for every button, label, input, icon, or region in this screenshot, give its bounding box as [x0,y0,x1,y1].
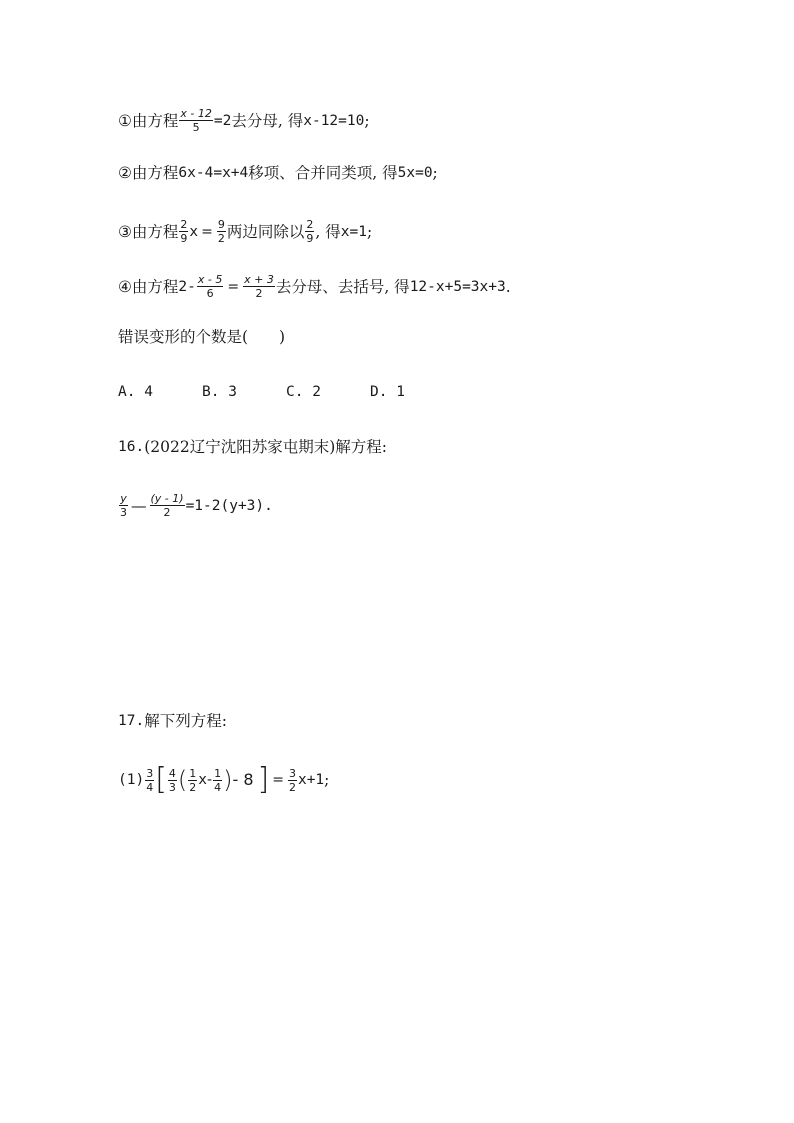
q17-x: x [198,772,208,788]
question-16-title [118,437,387,457]
item-1-result: x-12=10 [303,112,365,129]
option-c: C. 2 [286,384,321,400]
item-3-fraction-3-numerator: 2 [306,218,314,231]
option-b: B. 3 [202,384,237,400]
q16-fraction-1-numerator: y [120,492,127,505]
item-3-fraction-1 [179,218,188,245]
item-3-fraction-3 [305,218,314,245]
q17-label: (1) [118,772,145,788]
item-3-fraction-1-numerator: 2 [180,218,188,231]
item-4 [118,273,511,300]
item-1-marker: ① [118,111,132,130]
option-a: A. 4 [118,384,153,400]
q17-right-paren: ) [223,766,233,794]
item-1-fraction-numerator: x - 12 [180,107,212,120]
q16-rest: =1-2(y+3). [185,497,273,514]
item-3-text-2: , 得 [315,222,341,241]
item-3-fraction-2 [217,218,226,245]
q17-r-denominator: 2 [288,780,296,794]
q17-r-numerator: 3 [288,766,296,780]
item-1-text: 去分母, 得 [231,111,304,130]
q17-equals: = [272,772,284,788]
item-4-fraction-2-numerator: x + 3 [244,273,274,286]
item-3-end: ; [366,222,373,241]
item-4-equals: = [227,278,240,295]
item-3-result: x=1 [340,223,367,240]
item-3-pre: 由方程 [131,222,179,241]
q17-left-bracket: [ [155,762,167,797]
question-text: 错误变形的个数是( ) [118,328,286,346]
question-16-number: 16. [118,439,145,455]
item-4-marker: ④ [118,277,132,296]
q17-a-denominator: 2 [189,780,197,794]
option-d: D. 1 [370,384,405,400]
q17-left-paren: ( [177,766,188,794]
q17-a-numerator: 1 [189,766,197,780]
item-4-fraction-2-denominator: 2 [255,287,263,300]
item-4-fraction-2 [243,273,275,300]
item-1-fraction [179,107,212,134]
q17-outer-numerator: 3 [146,766,154,780]
question-17-number: 17. [118,713,145,729]
item-2-end: ; [432,164,438,182]
question-17-title [118,711,227,731]
q17-outer-fraction [145,767,154,794]
item-1-fraction-denominator: 5 [192,121,200,134]
item-1-pre: 由方程 [131,111,179,130]
q17-tail: - 8 [232,770,254,789]
q16-minus: — [131,496,147,515]
item-3-equals: = [201,223,213,240]
q17-inner-denominator: 3 [168,780,176,794]
q16-fraction-2 [150,492,185,519]
item-3-fraction-3-denominator: 9 [306,232,314,245]
item-4-fraction-1-numerator: x - 5 [197,273,223,286]
q16-fraction-1 [119,492,128,519]
item-4-lead: 2- [178,278,196,295]
q17-inner-numerator: 4 [168,766,176,780]
q17-outer-denominator: 4 [146,780,154,794]
q17-r-fraction [288,767,297,794]
question-16-equation [118,492,273,519]
item-3 [118,218,372,245]
item-1 [118,107,370,134]
q16-fraction-1-denominator: 3 [120,506,127,519]
item-4-fraction-1-denominator: 6 [206,287,214,300]
item-2-marker: ② [118,164,132,182]
item-2-text: 移项、合并同类项, 得 [248,164,398,182]
q17-b-numerator: 1 [214,766,222,780]
question-17-instruction: 解下列方程: [144,712,227,730]
item-4-end: . [505,277,511,296]
question-16-instruction: 解方程: [335,438,387,456]
item-1-end: ; [364,111,370,130]
q17-b-denominator: 4 [214,780,222,794]
item-4-pre: 由方程 [131,277,179,296]
q17-b-fraction [213,767,222,794]
item-3-variable: x [189,223,199,240]
q16-fraction-2-denominator: 2 [163,506,171,519]
q17-end: ; [324,771,330,789]
question-17-part-1 [118,762,330,797]
q17-a-fraction [188,767,197,794]
question-16-source: (2022辽宁沈阳苏家屯期末) [144,438,336,456]
item-2-result: 5x=0 [397,165,433,181]
q16-fraction-2-numerator: (y - 1) [150,492,184,505]
item-4-text: 去分母、去括号, 得 [275,277,410,296]
q17-rest: x+1 [297,772,325,788]
item-1-eq-tail: =2 [213,112,232,129]
item-4-fraction-1 [197,273,223,300]
item-2-pre: 由方程 [131,164,179,182]
q17-inner-fraction [168,767,177,794]
item-4-result: 12-x+5=3x+3 [409,278,506,295]
item-3-fraction-1-denominator: 9 [180,232,188,245]
item-3-text: 两边同除以 [226,222,305,241]
item-2-equation: 6x-4=x+4 [178,165,249,181]
answer-options [118,382,454,402]
item-3-fraction-2-numerator: 9 [217,218,225,231]
item-2 [118,163,438,183]
item-3-fraction-2-denominator: 2 [217,232,225,245]
q17-right-bracket: ] [257,762,270,797]
q17-minus: - [207,772,213,788]
item-3-marker: ③ [118,222,132,241]
